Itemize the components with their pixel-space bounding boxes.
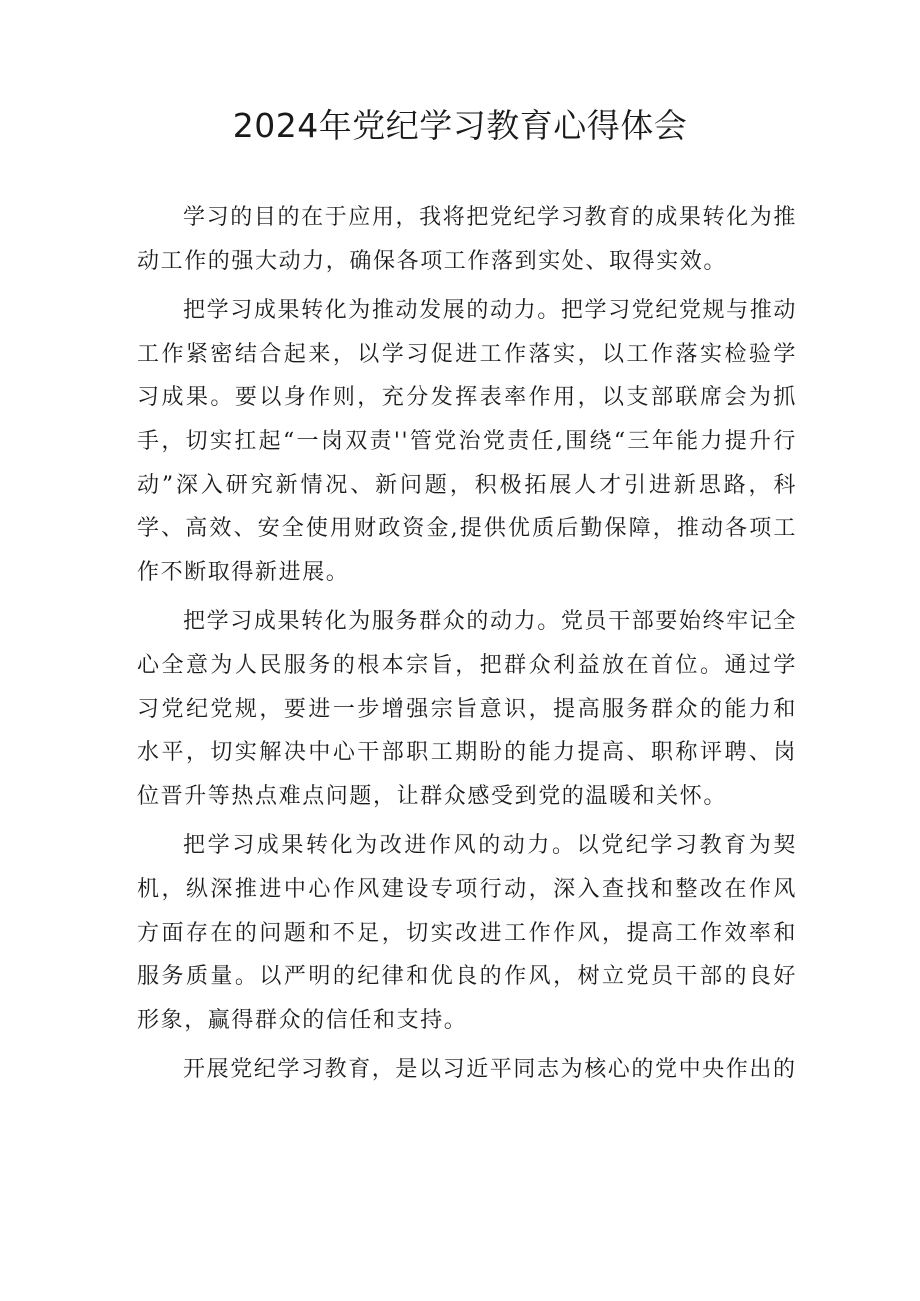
paragraph-application: 学习的目的在于应用，我将把党纪学习教育的成果转化为推动工作的强大动力，确保各项工作落到实处、取得实效。 [137, 205, 797, 274]
document-title: 2024年党纪学习教育心得体会 [232, 106, 688, 145]
paragraph-development: 把学习成果转化为推动发展的动力。把学习党纪党规与推动工作紧密结合起来，以学习促进工作落实，以工作落实检验学习成果。要以身作则，充分发挥表率作用，以支部联席会为抓手，切实扛起“一岗双责''管党治党责任,围绕“三年能力提升行动”深入研究新情况、新问题，积极拓展人才引进新思路，科学、高效、安全使用财政资金,提供优质后勤保障，推动各项工作不断取得新进展。 [137, 298, 797, 585]
paragraph-conclusion: 开展党纪学习教育，是以习近平同志为核心的党中央作出的 [183, 1057, 797, 1083]
document-body [137, 196, 797, 1092]
paragraph-serve-masses: 把学习成果转化为服务群众的动力。党员干部要始终牢记全心全意为人民服务的根本宗旨，把群众利益放在首位。通过学习党纪党规，要进一步增强宗旨意识，提高服务群众的能力和水平，切实解决中心干部职工期盼的能力提高、职称评聘、岗位晋升等热点难点问题，让群众感受到党的温暖和关怀。 [137, 609, 797, 809]
paragraph-improve-style: 把学习成果转化为改进作风的动力。以党纪学习教育为契机，纵深推进中心作风建设专项行动，深入查找和整改在作风方面存在的问题和不足，切实改进工作作风，提高工作效率和服务质量。以严明的纪律和优良的作风，树立党员干部的良好形象，赢得群众的信任和支持。 [137, 833, 797, 1033]
